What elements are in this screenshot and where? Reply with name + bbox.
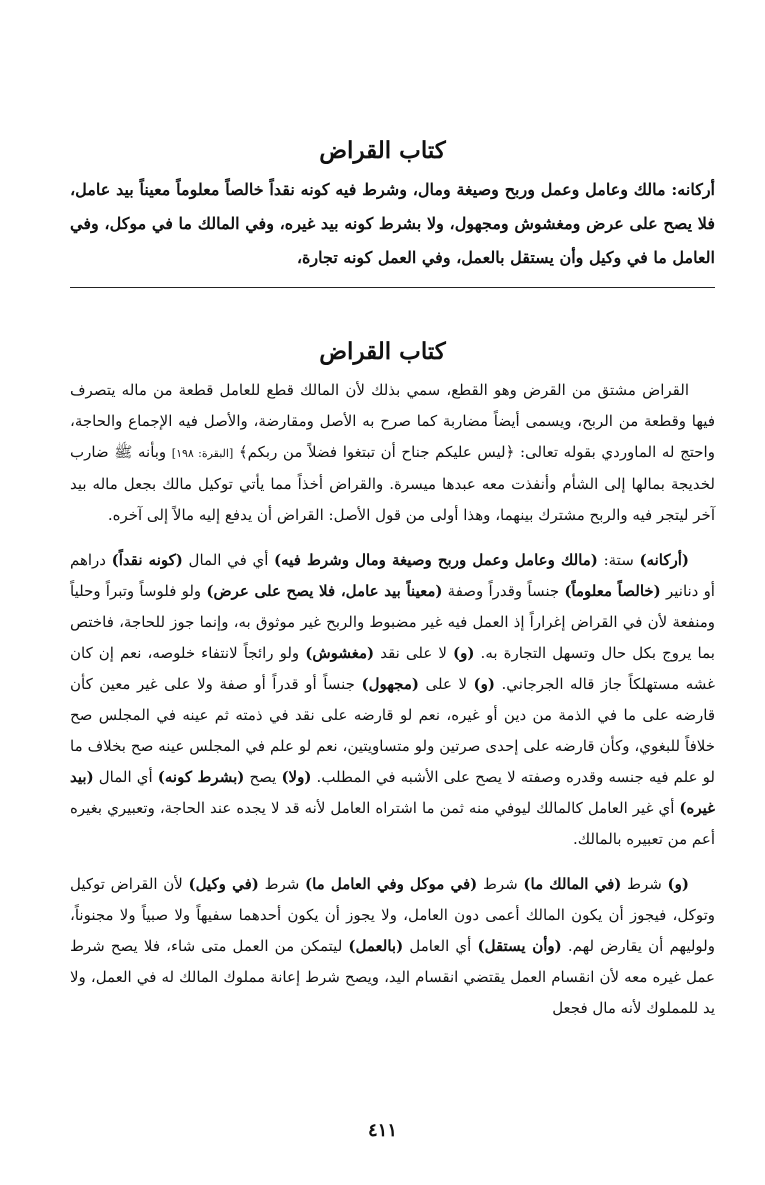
sharh-paragraph-1 <box>70 375 715 531</box>
matn-quote: (مغشوش) <box>305 644 375 662</box>
commentary-text: ولو فلوساً وتبراً وحلياً ومنفعة لأن في القراض إغراراً إذ العمل فيه غير مضبوط والربح غير موثوق به، وإنما جوز للحاجة، فاختص بما يروج بكل حال وتسهل التجارة به. <box>70 582 715 662</box>
commentary-text: أي في المال <box>182 551 275 569</box>
sharh-title: كتاب القراض <box>319 338 446 365</box>
commentary-text: أي العامل <box>403 937 478 955</box>
matn-quote: (في وكيل) <box>188 875 259 893</box>
matn-quote: (مالك وعامل وعمل وربح وصيغة ومال وشرط فيه) <box>274 551 598 569</box>
matn-quote: (و) <box>667 875 689 893</box>
commentary-text: يصح <box>244 768 282 786</box>
matn-quote: (و) <box>453 644 475 662</box>
matn-quote: (بشرط كونه) <box>157 768 245 786</box>
matn-quote: (معيناً بيد عامل، فلا يصح على عرض) <box>206 582 443 600</box>
matn-quote: (مجهول) <box>361 675 419 693</box>
commentary-text: شرط <box>477 875 524 893</box>
matn-quote: (بالعمل) <box>348 937 404 955</box>
matn-quote: (و) <box>473 675 495 693</box>
matn-quote: (وأن يستقل) <box>477 937 562 955</box>
matn-title: كتاب القراض <box>319 137 446 164</box>
sharh-paragraph-2 <box>70 545 715 855</box>
commentary-text: ليتمكن من العمل متى شاء، فلا يصح شرط عمل غيره معه لأن انقسام العمل يقتضي انقسام اليد، ويصح شرط إعانة مملوك المالك له في العمل، ولا يد للمملوك لأنه مال فجعل <box>70 937 715 1017</box>
commentary-text: لا على نقد <box>374 644 454 662</box>
matn-quote: (في موكل وفي العامل ما) <box>305 875 478 893</box>
commentary-text: أي المال <box>93 768 158 786</box>
matn-quote: (كونه نقداً) <box>111 551 183 569</box>
matn-quote: (أركانه) <box>639 551 689 569</box>
commentary-text: ولو رائجاً لانتفاء خلوصه، نعم إن كان غشه مستهلكاً جاز قاله الجرجاني. <box>70 644 715 693</box>
sharh-paragraph-3 <box>70 869 715 1024</box>
commentary-text: جنساً أو قدراً أو صفة ولا على غير معين كأن قارضه على ما في الذمة من دين أو غيره، نعم لو قارضه على نقد في ذمته ثم عينه في المجلس صح خلافاً للبغوي، وكأن قارضه على إحدى صرتين ولو متساويتين، نعم لو علم في المجلس عينه صح بخلاف ما لو علم فيه جنسه وقدره وصفته لا يصح على الأشبه في المطلب. <box>70 675 715 786</box>
quran-reference: [البقرة: ١٩٨] <box>171 447 234 460</box>
commentary-text: أي غير العامل كالمالك ليوفي منه ثمن ما اشتراه العامل لأنه قد لا يجده عند الحاجة، وتعبيري بغيره أعم من تعبيره بالمالك. <box>70 799 715 848</box>
sharh-p1-text-cont: وبأنه ﷺ ضارب لخديجة بمالها إلى الشأم وأنفذت معه عبدها ميسرة. والقراض أخذاً مما يأتي توكيل مالك بجعل ماله بيد آخر ليتجر فيه والربح مشترك بينهما، وهذا أولى من قول الأصل: القراض أن يدفع إليه مالاً إلى آخره. <box>70 443 715 524</box>
commentary-text: لا على <box>418 675 474 693</box>
matn-text: أركانه: مالك وعامل وعمل وربح وصيغة ومال، وشرط فيه كونه نقداً خالصاً معلوماً معيناً بيد عامل، فلا يصح على عرض ومغشوش ومجهول، ولا بشرط كونه بيد غيره، وفي المالك ما في موكل، وفي العامل ما في وكيل وأن يستقل بالعمل، وفي العمل كونه تجارة، <box>70 180 715 267</box>
commentary-text: جنساً وقدراً وصفة <box>442 582 565 600</box>
matn-quote: (خالصاً معلوماً) <box>564 582 661 600</box>
separator-line <box>70 287 715 288</box>
commentary-text: شرط <box>258 875 305 893</box>
commentary-text: ستة: <box>597 551 640 569</box>
commentary-text: لأن القراض توكيل وتوكل، فيجوز أن يكون المالك أعمى دون العامل، ولا يجوز أن يكون أحدهما سفيهاً ولا صبياً ولا مجنوناً، ولوليهم أن يقارض لهم. <box>70 875 715 955</box>
commentary-text: شرط <box>621 875 668 893</box>
commentary-text: دراهم أو دنانير <box>70 551 715 600</box>
page-number: ٤١١ <box>367 1120 397 1141</box>
matn-quote: (بيد غيره) <box>70 768 715 817</box>
matn-quote: (في المالك ما) <box>523 875 622 893</box>
sharh-p1-text: القراض مشتق من القرض وهو القطع، سمي بذلك لأن المالك قطع للعامل قطعة من ماله يتصرف فيها وقطعة من الربح، ويسمى أيضاً مضاربة كما صرح به الأصل ومقارضة، والأصل فيه الإجماع والحاجة، واحتج له الماوردي بقوله تعالى: ﴿ليس عليكم جناح أن تبتغوا فضلاً من ربكم﴾ <box>70 381 715 461</box>
matn-quote: (ولا) <box>281 768 312 786</box>
sharh-body <box>70 375 715 1038</box>
